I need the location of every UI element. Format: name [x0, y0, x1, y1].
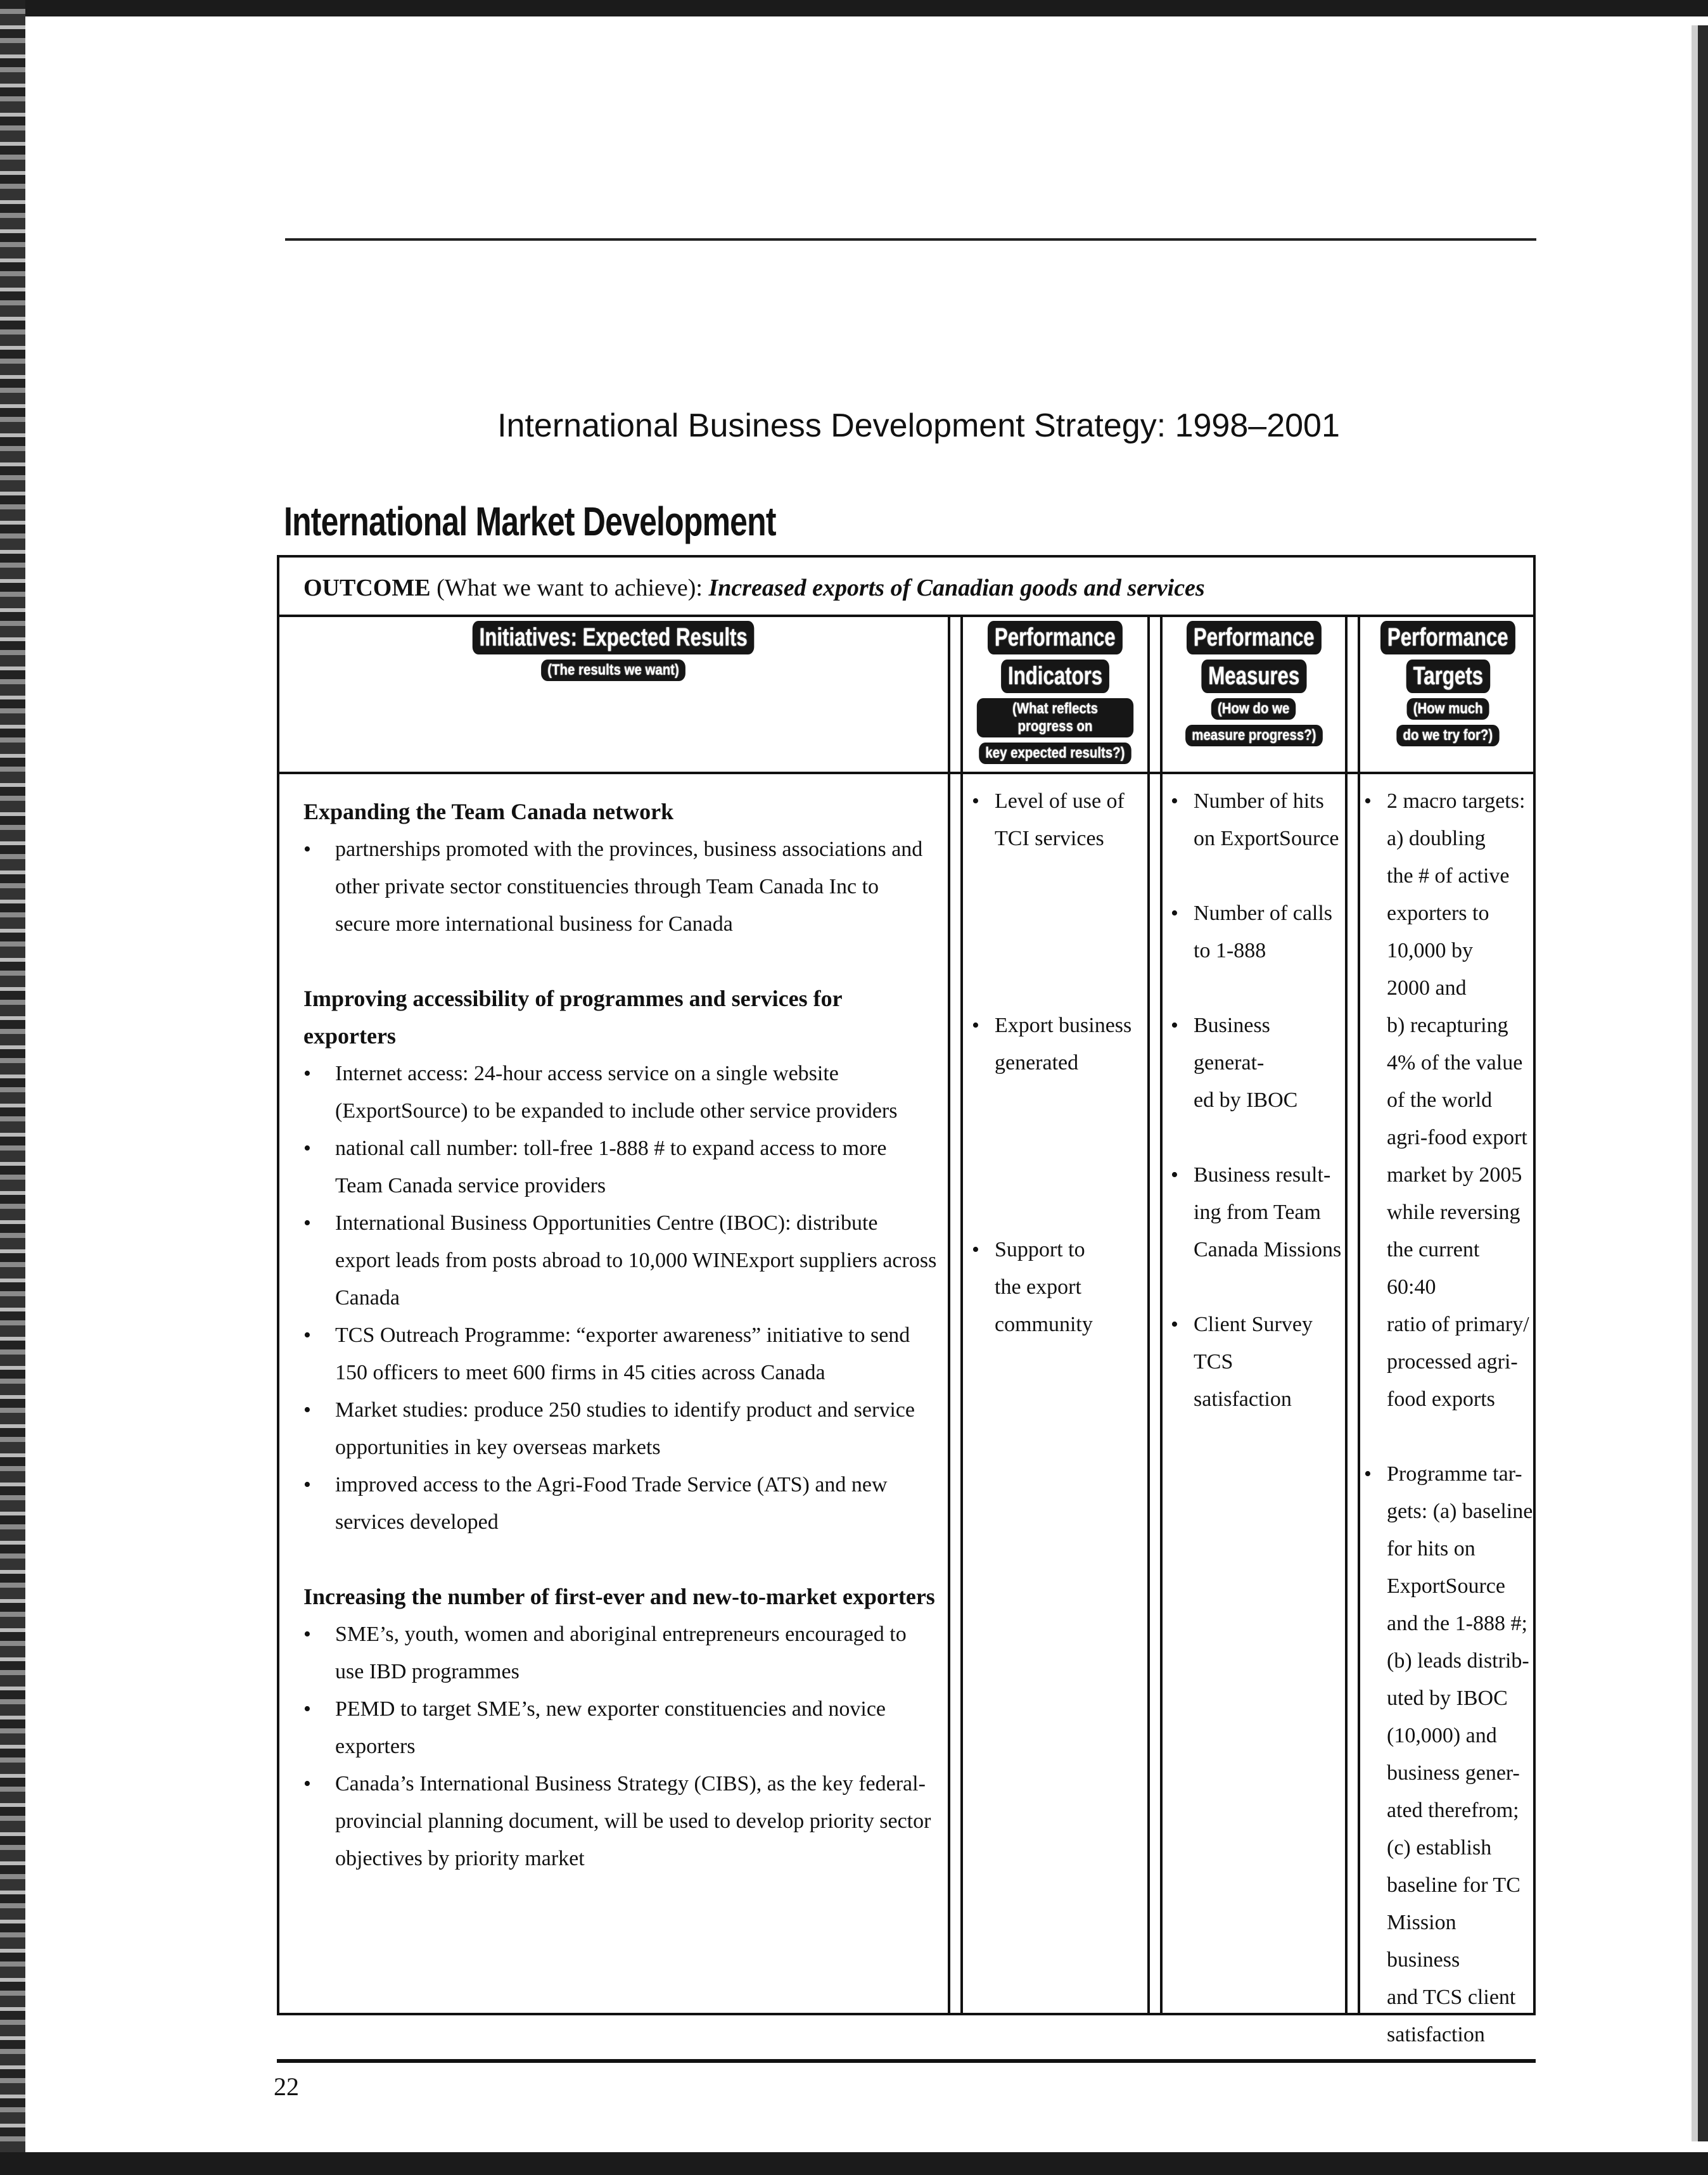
initiative-list [303, 1616, 937, 1877]
initiative-heading: Improving accessibility of programmes and services for exporters [303, 986, 842, 1049]
strategy-table [277, 555, 1536, 2046]
scan-border-right-inner [1692, 25, 1698, 2141]
section-title: International Market Development [284, 499, 776, 544]
measures-column [1171, 782, 1342, 1418]
header-measures [1163, 621, 1345, 751]
initiative-list [303, 831, 937, 943]
header-indicators-sub-2: key expected results?) [979, 743, 1131, 764]
header-divider [279, 772, 1533, 774]
column-divider-3 [1345, 617, 1348, 2013]
indicator-item: • Support to the export community [972, 1231, 1143, 1343]
header-indicators [963, 621, 1147, 769]
column-divider-2b [1160, 617, 1163, 2013]
measure-item: • Number of hits on ExportSource [1171, 782, 1342, 857]
column-divider-1b [960, 617, 963, 2013]
page-number: 22 [274, 2072, 299, 2101]
header-measures-title-1: Performance [1187, 621, 1322, 654]
header-measures-sub-1: (How do we [1211, 698, 1296, 720]
column-divider-2 [1147, 617, 1150, 2013]
header-targets-title-1: Performance [1380, 621, 1515, 654]
header-targets-sub-1: (How much [1406, 698, 1489, 720]
column-divider-3b [1358, 617, 1360, 2013]
outcome-text: Increased exports of Canadian goods and services [708, 575, 1205, 601]
header-measures-sub-2: measure progress?) [1185, 725, 1323, 746]
header-initiatives-sub: (The results we want) [542, 660, 686, 681]
header-measures-title-2: Measures [1201, 660, 1306, 693]
bottom-rule [277, 2059, 1536, 2063]
measure-item: • Business generat- ed by IBOC [1171, 1007, 1342, 1119]
header-targets-title-2: Targets [1406, 660, 1489, 693]
document-title: International Business Development Strategy: 1998–2001 [497, 407, 1340, 444]
outcome-paren: (What we want to achieve): [437, 575, 703, 601]
outcome-label: OUTCOME [303, 575, 431, 601]
outcome-row [279, 558, 1533, 617]
header-indicators-title-1: Performance [988, 621, 1123, 654]
initiative-heading: Increasing the number of first-ever and new-to-market exporters [303, 1584, 935, 1609]
initiative-item: • Internet access: 24-hour access service on a single website (ExportSource) to be expanded to include other service providers [303, 1055, 937, 1130]
header-initiatives-title: Initiatives: Expected Results [473, 621, 755, 654]
target-item: • Programme tar- gets: (a) baseline for hits on ExportSource and the 1-888 #; (b) leads distrib- uted by IBOC (10,000) and business gener- ated therefrom; (c) establish baseline for TC Mission business and TCS client satisfaction [1364, 1455, 1534, 2053]
header-targets [1360, 621, 1536, 751]
initiative-item: • Market studies: produce 250 studies to identify product and service opportunities in key overseas markets [303, 1391, 937, 1466]
scan-border-left [0, 0, 25, 2175]
header-indicators-title-2: Indicators [1001, 660, 1109, 693]
targets-column [1364, 782, 1534, 2053]
measure-item: • Business result- ing from Team Canada Missions [1171, 1156, 1342, 1268]
top-rule [285, 238, 1536, 241]
initiative-item: • Canada’s International Business Strategy (CIBS), as the key federal-provincial planning document, will be used to develop priority sector objectives by priority market [303, 1765, 937, 1877]
indicator-item: • Export business generated [972, 1007, 1143, 1081]
initiative-group [303, 980, 937, 1541]
measure-item: • Number of calls to 1-888 [1171, 895, 1342, 969]
initiative-group [303, 793, 937, 943]
scan-border-bottom [0, 2152, 1708, 2175]
initiative-item: • PEMD to target SME’s, new exporter constituencies and novice exporters [303, 1690, 937, 1765]
initiative-item: • SME’s, youth, women and aboriginal entrepreneurs encouraged to use IBD programmes [303, 1616, 937, 1690]
target-item: • 2 macro targets: a) doubling the # of active exporters to 10,000 by 2000 and b) recapturing 4% of the value of the world agri-food export market by 2005 while reversing the current 60:40 ratio of primary/ processed agri- food exports [1364, 782, 1534, 1418]
scan-border-right [1698, 25, 1708, 2141]
scan-border-top [0, 0, 1708, 16]
header-targets-sub-2: do we try for?) [1396, 725, 1499, 746]
initiative-list [303, 1055, 937, 1541]
initiative-item: • International Business Opportunities Centre (IBOC): distribute export leads from posts abroad to 10,000 WINExport suppliers across Canada [303, 1204, 937, 1317]
initiative-group [303, 1578, 937, 1877]
column-divider-1 [948, 617, 950, 2013]
initiative-item: • TCS Outreach Programme: “exporter awareness” initiative to send 150 officers to meet 600 firms in 45 cities across Canada [303, 1317, 937, 1391]
indicator-item: • Level of use of TCI services [972, 782, 1143, 857]
initiative-item: • partnerships promoted with the provinces, business associations and other private sector constituencies through Team Canada Inc to secure more international business for Canada [303, 831, 937, 943]
header-indicators-sub-1: (What reflects progress on [977, 698, 1133, 737]
header-initiatives [279, 621, 948, 686]
initiatives-column [303, 793, 937, 1915]
initiative-heading: Expanding the Team Canada network [303, 799, 674, 824]
indicators-column [972, 782, 1143, 1343]
measure-item: • Client Survey TCS satisfaction [1171, 1306, 1342, 1418]
initiative-item: • improved access to the Agri-Food Trade Service (ATS) and new services developed [303, 1466, 937, 1541]
initiative-item: • national call number: toll-free 1-888 # to expand access to more Team Canada service providers [303, 1130, 937, 1204]
